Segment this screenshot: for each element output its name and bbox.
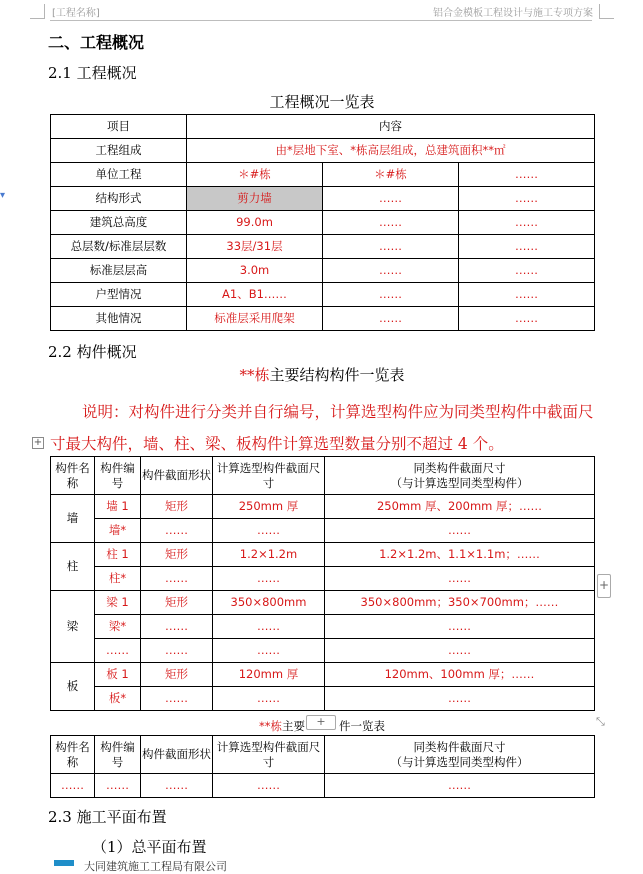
member-cell: …… — [325, 774, 595, 798]
member-cell: …… — [141, 774, 213, 798]
overview-composition-value: 由*层地下室、*栋高层组成，总建筑面积**㎡ — [187, 139, 595, 163]
subheading-site-layout: （1）总平面布置 — [92, 838, 207, 856]
overview-cell: 标准层采用爬架 — [187, 307, 323, 331]
add-row-icon[interactable]: + — [306, 715, 336, 730]
member-cell: …… — [213, 774, 325, 798]
overview-cell: A1、B1…… — [187, 283, 323, 307]
member-cell: …… — [95, 639, 141, 663]
member-cell: 矩形 — [141, 543, 213, 567]
heading-2-2: 2.2 构件概况 — [48, 343, 137, 361]
crop-mark-top-left — [30, 4, 45, 19]
head-line: 同类构件截面尺寸 — [413, 740, 506, 755]
member-group-column: 柱 — [51, 543, 95, 591]
overview-cell: 3.0m — [187, 259, 323, 283]
member-cell: …… — [51, 774, 95, 798]
member-group-slab: 板 — [51, 663, 95, 711]
overview-label: 总层数/标准层层数 — [51, 235, 187, 259]
overview-cell: …… — [459, 283, 595, 307]
member-cell: 梁 1 — [95, 591, 141, 615]
member-head-calc-size: 计算选型构件截面尺寸 — [213, 736, 325, 774]
member-cell: 250mm 厚、200mm 厚；…… — [325, 495, 595, 519]
member-head-same-size — [325, 736, 595, 774]
overview-cell: ＊#栋 — [187, 163, 323, 187]
overview-label: 结构形式 — [51, 187, 187, 211]
member-cell: 矩形 — [141, 591, 213, 615]
crop-mark-top-right — [599, 4, 614, 19]
member-cell: 矩形 — [141, 495, 213, 519]
overview-table-caption: 工程概况一览表 — [269, 93, 375, 111]
overview-cell: 99.0m — [187, 211, 323, 235]
overview-label: 建筑总高度 — [51, 211, 187, 235]
member-cell: …… — [213, 519, 325, 543]
member-cell: 1.2×1.2m、1.1×1.1m；…… — [325, 543, 595, 567]
member-cell: 120mm、100mm 厚；…… — [325, 663, 595, 687]
overview-cell: …… — [323, 187, 459, 211]
overview-cell: …… — [323, 235, 459, 259]
overview-cell: …… — [323, 211, 459, 235]
member-cell: …… — [325, 639, 595, 663]
overview-cell: …… — [459, 163, 595, 187]
overview-label: 标准层层高 — [51, 259, 187, 283]
member-cell: …… — [325, 615, 595, 639]
overview-cell: …… — [459, 211, 595, 235]
member-head-calc-size: 计算选型构件截面尺寸 — [213, 457, 325, 495]
heading-2-3: 2.3 施工平面布置 — [48, 808, 167, 826]
member-cell: 矩形 — [141, 663, 213, 687]
member-cell: …… — [95, 774, 141, 798]
overview-cell: …… — [323, 307, 459, 331]
member-table-2 — [50, 735, 595, 798]
header-project-name: [工程名称] — [52, 8, 100, 19]
overview-label: 户型情况 — [51, 283, 187, 307]
member-cell: …… — [141, 687, 213, 711]
overview-cell: …… — [459, 307, 595, 331]
overview-head-item: 项目 — [51, 115, 187, 139]
member-head-name: 构件名称 — [51, 736, 95, 774]
overview-cell: …… — [459, 235, 595, 259]
member-head-same-size — [325, 457, 595, 495]
table-resize-icon[interactable]: ⤡ — [596, 715, 605, 728]
member-head-code: 构件编号 — [95, 736, 141, 774]
member-group-wall: 墙 — [51, 495, 95, 543]
overview-cell: …… — [459, 187, 595, 211]
table-move-handle-icon[interactable]: + — [33, 437, 43, 448]
member-cell: 梁* — [95, 615, 141, 639]
footer-company: 大同建筑施工工程局有限公司 — [84, 860, 227, 873]
add-column-icon[interactable]: + — [597, 574, 611, 598]
member-cell: …… — [141, 519, 213, 543]
member-table — [50, 456, 595, 711]
member-cell: …… — [325, 567, 595, 591]
header-document-title: 铝合金模板工程设计与施工专项方案 — [433, 8, 593, 19]
overview-cell: …… — [323, 259, 459, 283]
caption-building-placeholder: **栋 — [259, 719, 282, 733]
member-cell: …… — [213, 567, 325, 591]
caption-text-left: 主要 — [282, 719, 305, 733]
paragraph-marker-icon[interactable]: ▾ — [0, 190, 6, 201]
member-group-beam: 梁 — [51, 591, 95, 663]
overview-cell-highlighted: 剪力墙 — [187, 187, 323, 211]
member-cell: 柱 1 — [95, 543, 141, 567]
member-cell: 墙* — [95, 519, 141, 543]
overview-label: 单位工程 — [51, 163, 187, 187]
member-head-code: 构件编号 — [95, 457, 141, 495]
member-cell: …… — [141, 615, 213, 639]
head-line: （与计算选型同类型构件） — [390, 475, 529, 490]
member-cell: …… — [325, 687, 595, 711]
member-head-name: 构件名称 — [51, 457, 95, 495]
member-cell: 250mm 厚 — [213, 495, 325, 519]
instruction-note: 说明：对构件进行分类并自行编号，计算选型构件应为同类型构件中截面尺寸最大构件，墙、柱、梁、板构件计算选型数量分别不超过 4 个。 — [50, 403, 594, 453]
member-cell: 120mm 厚 — [213, 663, 325, 687]
member-cell: …… — [213, 687, 325, 711]
overview-cell: …… — [323, 283, 459, 307]
section-title: 二、工程概况 — [48, 33, 145, 52]
overview-table — [50, 114, 595, 331]
heading-2-1: 2.1 工程概况 — [48, 64, 137, 82]
member-cell: 板 1 — [95, 663, 141, 687]
member-cell: …… — [213, 639, 325, 663]
member-head-shape: 构件截面形状 — [141, 736, 213, 774]
member-cell: 1.2×1.2m — [213, 543, 325, 567]
overview-cell: 33层/31层 — [187, 235, 323, 259]
head-line: 同类构件截面尺寸 — [413, 461, 506, 476]
overview-cell: ＊#栋 — [323, 163, 459, 187]
overview-cell: …… — [459, 259, 595, 283]
caption-text: 主要结构构件一览表 — [269, 366, 405, 384]
footer-logo-bar — [54, 860, 74, 866]
caption-building-placeholder: **栋 — [239, 366, 270, 384]
header-rule — [50, 20, 592, 21]
member-cell: 板* — [95, 687, 141, 711]
caption-text-right: 件一览表 — [339, 719, 385, 733]
member-head-shape: 构件截面形状 — [141, 457, 213, 495]
overview-label: 其他情况 — [51, 307, 187, 331]
member-cell: 柱* — [95, 567, 141, 591]
member-cell: 350×800mm；350×700mm；…… — [325, 591, 595, 615]
member-cell: …… — [325, 519, 595, 543]
head-line: （与计算选型同类型构件） — [390, 754, 529, 769]
member-cell: …… — [213, 615, 325, 639]
member-cell: 350×800mm — [213, 591, 325, 615]
member-cell: 墙 1 — [95, 495, 141, 519]
member-cell: …… — [141, 639, 213, 663]
member-table-caption — [50, 364, 594, 385]
overview-label: 工程组成 — [51, 139, 187, 163]
member-cell: …… — [141, 567, 213, 591]
overview-head-content: 内容 — [187, 115, 595, 139]
